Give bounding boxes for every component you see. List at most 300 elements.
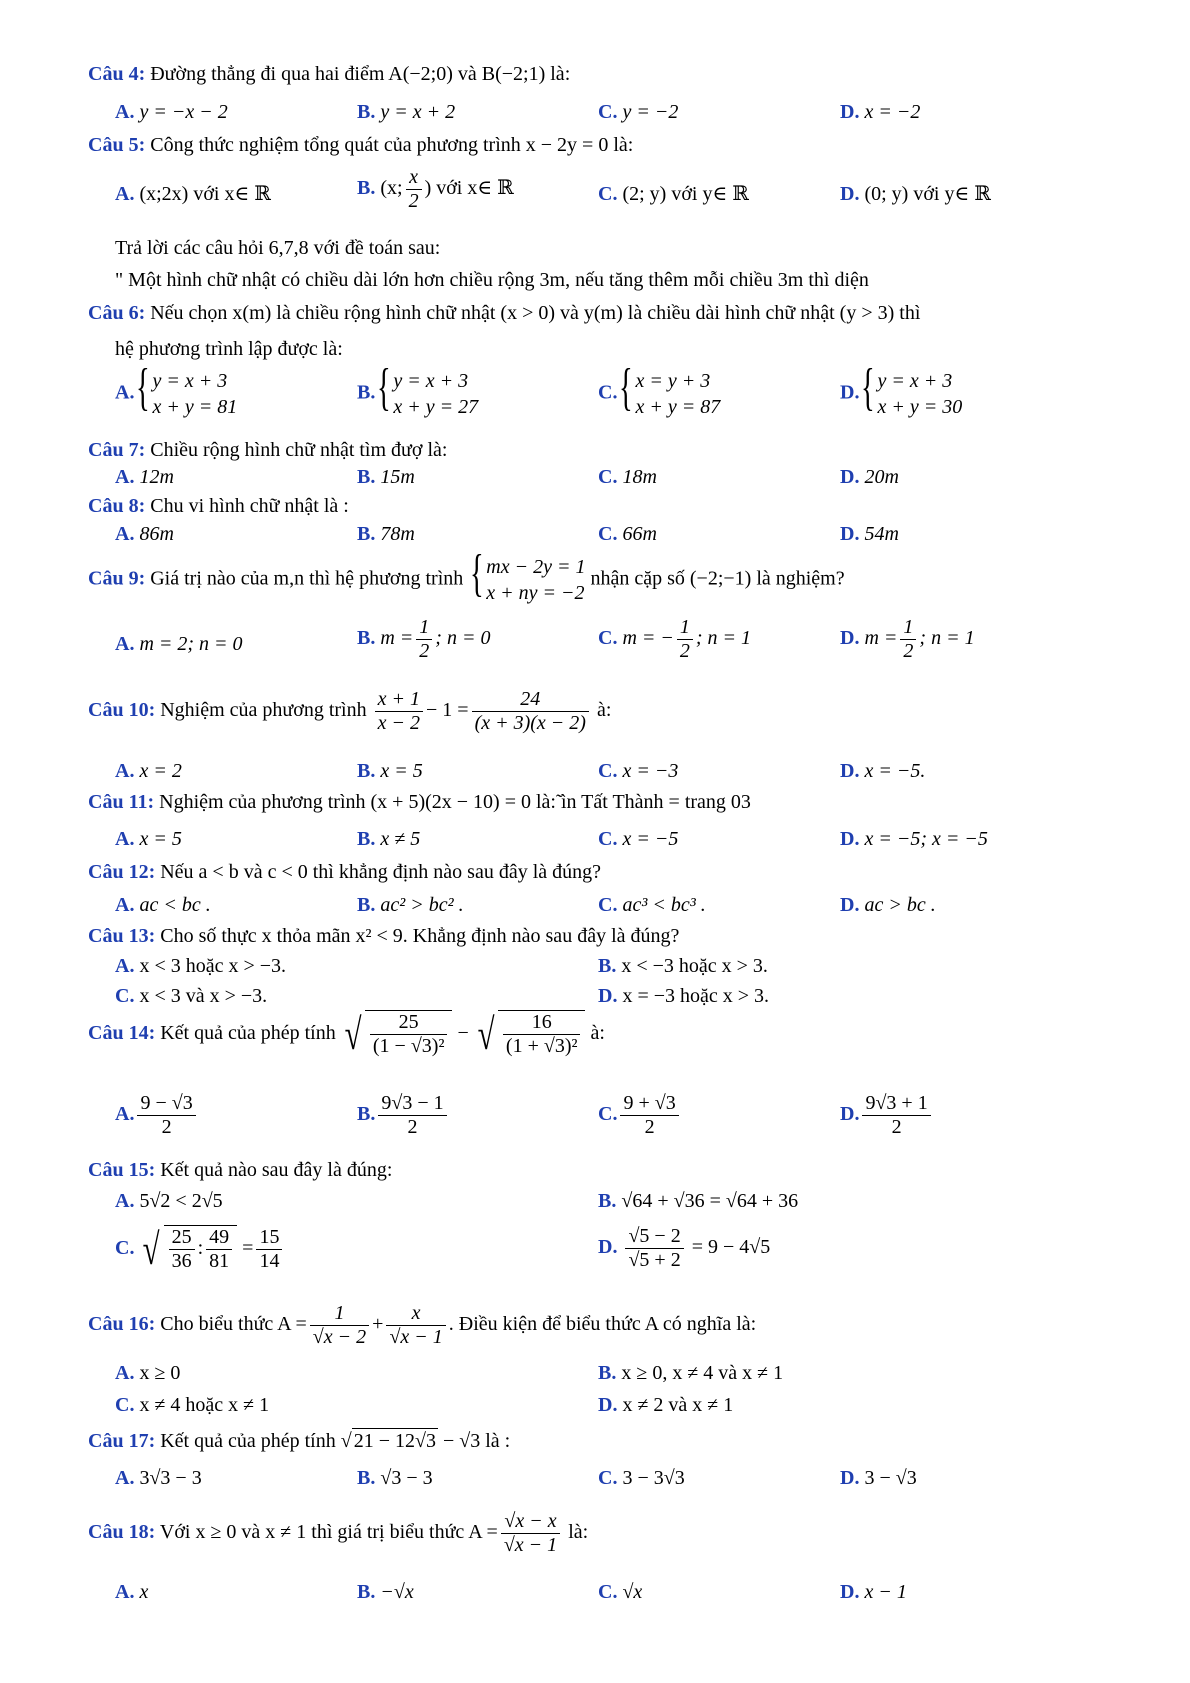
q17-pre: Kết quả của phép tính: [160, 1430, 336, 1452]
fraction: [625, 1225, 683, 1272]
numerator: 9√3 − 1: [378, 1092, 446, 1116]
option-key: B.: [598, 1190, 617, 1212]
option-value: 54m: [864, 523, 899, 545]
q12-option-c[interactable]: [598, 893, 706, 917]
option-key: A.: [115, 183, 135, 205]
equation-system: [863, 368, 962, 420]
option-value: ac³ < bc³ .: [622, 894, 706, 916]
denominator: 2: [644, 1116, 655, 1138]
q17-label: Câu 17:: [88, 1430, 156, 1452]
fraction: [862, 1092, 930, 1139]
q15-option-b[interactable]: [598, 1189, 798, 1213]
option-key: B.: [357, 101, 376, 123]
q6-label: Câu 6:: [88, 302, 146, 324]
option-value: x ≠ 4 hoặc x ≠ 1: [139, 1394, 270, 1416]
q10-pre: Nghiệm của phương trình: [160, 699, 367, 722]
q5-option-d[interactable]: [840, 182, 991, 206]
q16-option-a[interactable]: [115, 1361, 180, 1385]
q18-option-a[interactable]: [115, 1580, 148, 1604]
option-key: A.: [115, 1103, 135, 1126]
q11-option-d[interactable]: [840, 827, 988, 851]
denominator: √5 + 2: [628, 1249, 681, 1271]
q16-pre: Cho biểu thức A =: [160, 1313, 307, 1336]
question-5: [88, 133, 633, 157]
q9-option-d[interactable]: [840, 616, 975, 663]
option-key: A.: [115, 466, 135, 488]
equation-2: x + y = 27: [393, 396, 479, 418]
fraction: [677, 616, 693, 663]
q6-option-c[interactable]: [598, 368, 720, 420]
q6-text: Nếu chọn x(m) là chiều rộng hình chữ nhật (x > 0) và y(m) là chiều dài hình chữ nhật (y > 3) thì: [150, 302, 921, 324]
option-value: √64 + √36 = √64 + 36: [621, 1190, 799, 1212]
q15-label: Câu 15:: [88, 1159, 156, 1181]
option-key: B.: [357, 627, 376, 650]
option-key: C.: [598, 1103, 618, 1126]
q10-mid: − 1 =: [426, 699, 469, 722]
option-value: x = −3: [622, 760, 679, 782]
option-post: ; n = 1: [919, 627, 975, 650]
intro-line-2: " Một hình chữ nhật có chiều dài lớn hơn chiều rộng 3m, nếu tăng thêm mỗi chiều 3m thì diện: [115, 269, 869, 291]
q18-label: Câu 18:: [88, 1521, 156, 1544]
option-key: C.: [598, 466, 618, 488]
option-value: (x;2x) với x∈ ℝ: [139, 183, 271, 205]
question-11: [88, 790, 751, 814]
option-value: x = 5: [139, 828, 182, 850]
option-value: ac > bc .: [864, 894, 936, 916]
q8-option-a[interactable]: [115, 522, 174, 546]
denominator: 2: [903, 640, 914, 662]
q16-label: Câu 16:: [88, 1313, 156, 1336]
option-post: ) với x∈ ℝ: [424, 177, 514, 200]
radicand: $\frac{25}{36}$ : $\frac{49}{81}$: [164, 1225, 238, 1273]
q7-label: Câu 7:: [88, 439, 146, 461]
option-post: ; n = 0: [435, 627, 491, 650]
q16-option-d[interactable]: [598, 1393, 733, 1417]
q9-option-b[interactable]: [357, 616, 490, 663]
q7-option-d[interactable]: [840, 465, 899, 489]
equation-1: { y = x + 3: [393, 370, 469, 392]
option-value: 3 − 3√3: [622, 1467, 685, 1489]
option-value: x ≠ 2 và x ≠ 1: [622, 1394, 734, 1416]
q17-post: là :: [485, 1430, 511, 1452]
question-9: [88, 554, 845, 606]
equation-1: { y = x + 3: [152, 370, 228, 392]
question-6: [88, 301, 920, 325]
option-key: D.: [840, 523, 860, 545]
option-key: D.: [840, 183, 860, 205]
equation-2: x + ny = −2: [486, 582, 585, 604]
fraction: [169, 1226, 195, 1273]
q15-option-c[interactable]: C. √ $\frac{25}{36}$ : $\frac{49}{81}$ = $\frac{15}{14}$: [115, 1225, 285, 1273]
fraction-right: [472, 688, 589, 735]
option-key: B.: [357, 466, 376, 488]
fraction: [310, 1302, 369, 1349]
option-value: y = −x − 2: [139, 101, 228, 123]
q18-option-c[interactable]: [598, 1580, 642, 1604]
q8-option-d[interactable]: [840, 522, 899, 546]
option-value: x = 2: [139, 760, 182, 782]
denominator: √x − 1: [503, 1534, 558, 1556]
numerator: x + 1: [375, 688, 423, 712]
option-value: x ≠ 5: [380, 828, 421, 850]
option-key: D.: [840, 828, 860, 850]
q4-option-a[interactable]: [115, 100, 228, 124]
numerator: x: [386, 1302, 445, 1326]
option-value: ac < bc .: [139, 894, 211, 916]
q16-option-c[interactable]: [115, 1393, 269, 1417]
equation-system: [138, 368, 237, 420]
question-15: [88, 1158, 392, 1182]
question-7: [88, 438, 447, 462]
fraction: [378, 1092, 446, 1139]
numerator: √x − x: [501, 1510, 560, 1534]
option-key: C.: [598, 1467, 618, 1489]
option-pre: m =: [380, 627, 414, 650]
option-key: C.: [598, 1581, 618, 1603]
numerator: 9 + √3: [620, 1092, 678, 1116]
fraction-left: [375, 688, 423, 735]
question-18: [88, 1510, 588, 1557]
option-pre: m = −: [622, 627, 674, 650]
intro-line-1: Trả lời các câu hỏi 6,7,8 với đề toán sau:: [115, 237, 441, 259]
option-value: x < 3 hoặc x > −3.: [139, 955, 287, 977]
option-key: C.: [598, 828, 618, 850]
option-value: (0; y) với y∈ ℝ: [864, 183, 991, 205]
radicand: 21 − 12√3: [353, 1430, 436, 1452]
question-8: [88, 494, 349, 518]
denominator: 2: [679, 640, 690, 662]
option-key: D.: [598, 1236, 618, 1259]
q5-text: Công thức nghiệm tổng quát của phương trình x − 2y = 0 là:: [150, 134, 634, 156]
option-value: ac² > bc² .: [380, 894, 464, 916]
q12-option-d[interactable]: [840, 893, 936, 917]
q13-text: Cho số thực x thỏa mãn x² < 9. Khẳng định nào sau đây là đúng?: [160, 925, 680, 947]
q10-option-d[interactable]: [840, 759, 925, 783]
numerator: √5 − 2: [625, 1225, 683, 1249]
option-value: √3 − 3: [380, 1467, 433, 1489]
q13-option-d[interactable]: [598, 984, 769, 1008]
q12-text: Nếu a < b và c < 0 thì khẳng định nào sau đây là đúng?: [160, 861, 602, 883]
option-key: D.: [598, 985, 618, 1007]
numerator: 1: [310, 1302, 369, 1326]
denominator: 36: [171, 1250, 192, 1272]
q14-option-c[interactable]: [598, 1092, 682, 1139]
q17-tail: − √3: [442, 1430, 481, 1452]
option-value: x = −5.: [864, 760, 926, 782]
denominator: √x − 2: [312, 1326, 367, 1348]
option-key: C.: [598, 627, 618, 650]
denominator: √x − 1: [389, 1326, 443, 1348]
numerator: 25: [169, 1226, 195, 1250]
question-12: [88, 860, 601, 884]
option-key: A.: [115, 633, 135, 655]
option-key: B.: [357, 523, 376, 545]
option-key: B.: [598, 1362, 617, 1384]
q18-option-b[interactable]: [357, 1580, 414, 1604]
denominator: 2: [408, 190, 419, 212]
option-value: x = −5: [622, 828, 679, 850]
option-key: D.: [840, 627, 860, 650]
option-post: ; n = 1: [695, 627, 752, 650]
equation-1: { y = x + 3: [877, 370, 953, 392]
option-key: B.: [357, 1103, 376, 1126]
q13-option-a[interactable]: [115, 954, 286, 978]
q5-label: Câu 5:: [88, 134, 146, 156]
option-key: D.: [598, 1394, 618, 1416]
denominator: 14: [259, 1250, 280, 1272]
option-key: D.: [840, 101, 860, 123]
numerator: 15: [256, 1226, 282, 1250]
option-key: C.: [115, 1394, 135, 1416]
question-4: [88, 62, 570, 86]
option-value: x ≥ 0, x ≠ 4 và x ≠ 1: [621, 1362, 784, 1384]
q7-option-a[interactable]: [115, 465, 174, 489]
option-value: 15m: [380, 466, 415, 488]
option-key: D.: [840, 381, 860, 404]
fraction: [370, 1011, 448, 1058]
option-key: C.: [598, 894, 618, 916]
q5-option-b[interactable]: [357, 166, 514, 213]
option-key: C.: [598, 101, 618, 123]
q6-option-a[interactable]: [115, 368, 237, 420]
option-value: √x: [622, 1581, 643, 1603]
q4-option-d[interactable]: [840, 100, 920, 124]
option-value: m = 2; n = 0: [139, 633, 243, 655]
q9-option-a[interactable]: [115, 632, 243, 656]
q17-option-c[interactable]: [598, 1466, 685, 1490]
fraction: [620, 1092, 678, 1139]
option-value: y = x + 2: [380, 101, 456, 123]
q16-post: . Điều kiện để biểu thức A có nghĩa là:: [448, 1313, 757, 1336]
option-value: y = −2: [622, 101, 679, 123]
option-key: C.: [598, 381, 618, 404]
option-pre: (x;: [380, 177, 403, 200]
radicand-2: [498, 1010, 586, 1058]
option-value: 86m: [139, 523, 174, 545]
q11-label: Câu 11:: [88, 791, 155, 813]
option-key: A.: [115, 894, 135, 916]
q18-option-d[interactable]: [840, 1580, 907, 1604]
denominator: 2: [419, 640, 430, 662]
q13-option-c[interactable]: [115, 984, 267, 1008]
numerator: x: [406, 166, 422, 190]
q14-option-b[interactable]: [357, 1092, 450, 1139]
numerator: 1: [416, 616, 432, 640]
q10-label: Câu 10:: [88, 699, 156, 722]
fraction: [416, 616, 432, 663]
option-key: D.: [840, 1581, 860, 1603]
option-post: = 9 − 4√5: [691, 1236, 771, 1259]
q7-text: Chiều rộng hình chữ nhật tìm đượ là:: [150, 439, 448, 461]
option-key: B.: [357, 1581, 376, 1603]
q4-label: Câu 4:: [88, 63, 146, 85]
denominator: 2: [161, 1116, 172, 1138]
sqrt-sign: √: [340, 1430, 352, 1452]
q10-option-b[interactable]: [357, 759, 423, 783]
q17-option-d[interactable]: [840, 1466, 917, 1490]
q4-option-c[interactable]: [598, 100, 678, 124]
option-value: x − 1: [864, 1581, 907, 1603]
option-key: A.: [115, 523, 135, 545]
option-key: A.: [115, 1581, 135, 1603]
numerator: 25: [370, 1011, 448, 1035]
numerator: 1: [677, 616, 693, 640]
question-17: [88, 1428, 510, 1453]
equation-2: x + y = 87: [635, 396, 721, 418]
numerator: 16: [503, 1011, 581, 1035]
option-value: x < 3 và x > −3.: [139, 985, 268, 1007]
fraction: [501, 1510, 560, 1557]
q13-option-b[interactable]: [598, 954, 768, 978]
option-key: C.: [115, 985, 135, 1007]
q7-option-c[interactable]: [598, 465, 657, 489]
fraction: [386, 1302, 445, 1349]
q15-option-a[interactable]: [115, 1189, 223, 1213]
denominator: 2: [891, 1116, 902, 1138]
sqrt-sign: √: [477, 1009, 495, 1059]
option-key: A.: [115, 381, 135, 404]
q5-option-c[interactable]: [598, 182, 749, 206]
q16-option-b[interactable]: [598, 1361, 783, 1385]
option-value: x = −2: [864, 101, 921, 123]
option-value: 20m: [864, 466, 899, 488]
option-key: B.: [357, 1467, 376, 1489]
q12-label: Câu 12:: [88, 861, 156, 883]
q17-option-a[interactable]: [115, 1466, 202, 1490]
option-value: x ≥ 0: [139, 1362, 181, 1384]
option-key: B.: [357, 177, 376, 200]
option-value: (2; y) với y∈ ℝ: [622, 183, 749, 205]
option-value: 66m: [622, 523, 657, 545]
option-pre: m =: [864, 627, 898, 650]
q7-option-b[interactable]: [357, 465, 415, 489]
q9-option-c[interactable]: [598, 616, 751, 663]
equation-1: { mx − 2y = 1: [486, 556, 586, 578]
equation-system: [621, 368, 720, 420]
q6-option-d[interactable]: [840, 368, 962, 420]
q11-text: Nghiệm của phương trình (x + 5)(2x − 10) = 0 là:̃ ìn Tất Thành = trang 03: [159, 791, 751, 813]
q6-option-b[interactable]: [357, 368, 478, 420]
q6-text-2: hệ phương trình lập được là:: [115, 338, 343, 360]
q9-post: nhận cặp số (−2;−1) là nghiệm?: [590, 567, 845, 590]
denominator: 81: [209, 1250, 230, 1272]
option-key: C.: [115, 1237, 135, 1260]
q5-option-a[interactable]: [115, 182, 271, 206]
option-key: A.: [115, 955, 135, 977]
denominator: (1 − √3)²: [372, 1035, 445, 1057]
option-key: D.: [840, 1103, 860, 1126]
numerator: 9 − √3: [137, 1092, 195, 1116]
radicand-1: [365, 1010, 453, 1058]
equation-system: [472, 554, 585, 606]
q14-option-d[interactable]: [840, 1092, 934, 1139]
option-key: A.: [115, 760, 135, 782]
option-value: 3 − √3: [864, 1467, 917, 1489]
option-key: C.: [598, 760, 618, 782]
option-key: A.: [115, 828, 135, 850]
option-value: x: [139, 1581, 149, 1603]
sqrt-sign: √: [344, 1009, 362, 1059]
q11-option-b[interactable]: [357, 827, 420, 851]
q11-option-a[interactable]: [115, 827, 182, 851]
q8-label: Câu 8:: [88, 495, 146, 517]
denominator: 2: [407, 1116, 418, 1138]
equation-system: [379, 368, 478, 420]
equation-2: x + y = 30: [877, 396, 963, 418]
q9-label: Câu 9:: [88, 567, 146, 590]
q10-option-c[interactable]: [598, 759, 678, 783]
q14-label: Câu 14:: [88, 1022, 156, 1045]
option-key: B.: [357, 381, 376, 404]
q8-option-b[interactable]: [357, 522, 415, 546]
option-key: D.: [840, 760, 860, 782]
option-key: A.: [115, 1190, 135, 1212]
numerator: 49: [206, 1226, 232, 1250]
q18-pre: Với x ≥ 0 và x ≠ 1 thì giá trị biểu thức A =: [159, 1521, 498, 1544]
numerator: 1: [900, 616, 916, 640]
q9-pre: Giá trị nào của m,n thì hệ phương trình: [150, 567, 464, 590]
q15-text: Kết quả nào sau đây là đúng:: [160, 1159, 393, 1181]
fraction: [900, 616, 916, 663]
fraction: [137, 1092, 195, 1139]
q12-option-a[interactable]: [115, 893, 211, 917]
denominator: x − 2: [377, 712, 420, 734]
q15-option-d[interactable]: [598, 1225, 770, 1272]
question-13: [88, 924, 679, 948]
option-key: A.: [115, 101, 135, 123]
equation-2: x + y = 81: [152, 396, 238, 418]
option-key: A.: [115, 1467, 135, 1489]
q14-post: à:: [590, 1022, 605, 1045]
option-value: 3√3 − 3: [139, 1467, 202, 1489]
denominator: (1 + √3)²: [505, 1035, 578, 1057]
fraction: [503, 1011, 581, 1058]
q8-option-c[interactable]: [598, 522, 657, 546]
q11-option-c[interactable]: [598, 827, 678, 851]
question-10: [88, 688, 611, 735]
option-value: x = 5: [380, 760, 423, 782]
q14-pre: Kết quả của phép tính: [160, 1022, 336, 1045]
q4-text: Đường thẳng đi qua hai điểm A(−2;0) và B(−2;1) là:: [150, 63, 571, 85]
question-16: Câu 16: Cho biểu thức A = $\frac{1}{√x - 2}$ + $\frac{x}{√x - 1}$ . Điều kiện để biểu thức A có nghĩa là:: [88, 1302, 757, 1348]
option-key: C.: [598, 523, 618, 545]
question-14: Câu 14: Kết quả của phép tính √ $\frac{25}{\text{(1 − √3)²}}$ − √ $\frac{16}{\text{(1 + √3)²}}$ à:: [88, 1009, 605, 1059]
q14-option-a[interactable]: [115, 1092, 199, 1139]
fraction: [256, 1226, 282, 1273]
option-value: x = −5; x = −5: [864, 828, 988, 850]
equation-1: { x = y + 3: [635, 370, 711, 392]
numerator: 9√3 + 1: [862, 1092, 930, 1116]
q17-option-b[interactable]: [357, 1466, 433, 1490]
option-value: 18m: [622, 466, 657, 488]
q18-post: là:: [568, 1521, 589, 1544]
option-key: B.: [598, 955, 617, 977]
q12-option-b[interactable]: [357, 893, 464, 917]
option-key: B.: [357, 894, 376, 916]
option-value: x < −3 hoặc x > 3.: [621, 955, 768, 977]
q10-option-a[interactable]: [115, 759, 182, 783]
option-key: D.: [840, 1467, 860, 1489]
option-key: D.: [840, 466, 860, 488]
fraction: [206, 1226, 232, 1273]
option-value: 78m: [380, 523, 415, 545]
q8-text: Chu vi hình chữ nhật là :: [150, 495, 349, 517]
q4-option-b[interactable]: [357, 100, 455, 124]
option-value: x = −3 hoặc x > 3.: [622, 985, 770, 1007]
q13-label: Câu 13:: [88, 925, 156, 947]
numerator: 24: [472, 688, 589, 712]
option-value: 5√2 < 2√5: [139, 1190, 223, 1212]
